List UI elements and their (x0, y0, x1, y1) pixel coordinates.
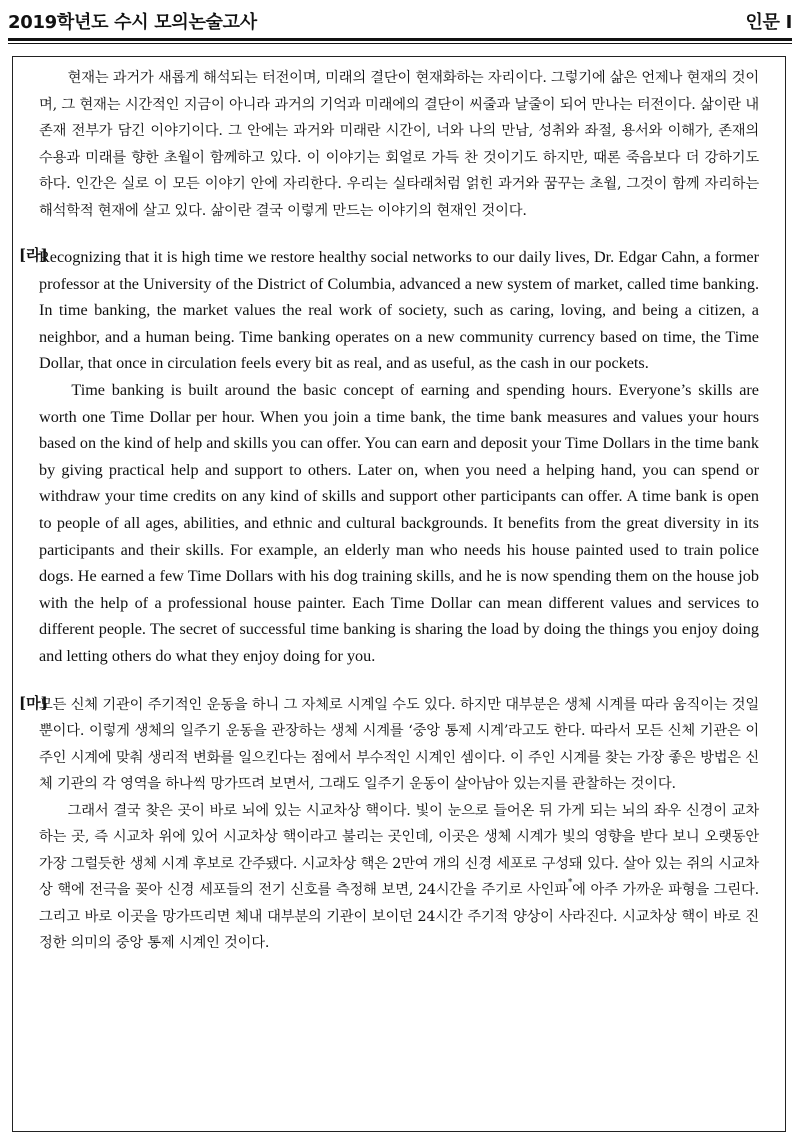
passage-ra-marker: [라] (19, 246, 48, 264)
header-rule-thick (8, 38, 792, 41)
passage-ra-paragraph-1: Recognizing that it is high time we restore healthy social networks to our daily lives, Dr. Edgar Cahn, a former professor at the University of the District of Columbia, advanced a new system of market, called time banking. In time banking, the market values the real work of society, such as caring, loving, and being a citizen, a neighbor, and a human being. Time banking operates on a new community currency based on time, the Time Dollar, that once in circulation feels every bit as real, and as useful, as the cash in our pockets. (39, 248, 759, 373)
passage-ma-paragraph-2-part-a: 그래서 결국 찾은 곳이 바로 뇌에 있는 시교차상 핵이다. 빛이 눈으로 들어온 뒤 가게 되는 뇌의 좌우 신경이 교차하는 곳, 즉 시교차 위에 있어 시교차상 핵이라고 불리는 곳인데, 이곳은 생체 시계가 빛의 영향을 받다 보니 오랫동안 가장 그럴듯한 생체 시계 후보로 간주됐다. 시교차상 핵은 2만여 개의 신경 세포로 구성돼 있다. 살아 있는 쥐의 시교차상 핵에 전극을 꽂아 신경 세포들의 전기 신호를 측정해 보면, 24시간을 주기로 사인파 (39, 802, 759, 898)
passage-ma-paragraph-2-part-b: 에 아주 가까운 파형을 그린다. 그리고 바로 이곳을 망가뜨리면 체내 대부분의 기관이 보이던 24시간 주기적 양상이 사라진다. 시교차상 핵이 바로 진정한 의미의 중앙 통제 시계인 것이다. (39, 882, 759, 951)
exam-subject: 인문 I (745, 12, 792, 33)
exam-title: 2019학년도 수시 모의논술고사 (8, 12, 257, 33)
passage-ma-paragraph-1: 모든 신체 기관이 주기적인 운동을 하니 그 자체로 시계일 수도 있다. 하지만 대부분은 생체 시계를 따라 움직이는 것일 뿐이다. 이렇게 생체의 일주기 운동을 관장하는 생체 시계를 ‘중앙 통제 시계’라고도 한다. 따라서 모든 신체 기관은 이 주인 시계에 맞춰 생리적 변화를 일으킨다는 점에서 부수적인 시계인 셈이다. 이 주인 시계를 찾는 가장 좋은 방법은 신체 기관의 각 영역을 하나씩 망가뜨려 보면서, 그래도 일주기 운동이 살아남아 있는지를 관찰하는 것이다. (39, 696, 759, 792)
passage-ra-paragraph-2: Time banking is built around the basic concept of earning and spending hours. Everyone’s skills are worth one Time Dollar per hour. When you join a time bank, the time bank measures and values your hours based on the kind of help and skills you can offer. You can earn and deposit your Time Dollars in the time bank by giving practical help and support to others. Later on, when you need a helping hand, you can spend or withdraw your time credits on any kind of skills and support other participants can offer. A time bank is open to people of all ages, abilities, and ethnic and cultural backgrounds. It benefits from the great diversity in its participants and their skills. For example, an elderly man who needs his house painted used to train police dogs. He earned a few Time Dollars with his dog training skills, and he is now spending them on the house job with the help of a professional house painter. Each Time Dollar can mean different values and services to different people. The secret of successful time banking is sharing the load by doing the things you enjoy doing and letting others do what they enjoy doing for you. (39, 380, 759, 665)
passage-ra (19, 244, 759, 670)
exam-header (8, 6, 792, 36)
footnote-mark: * (567, 878, 573, 888)
passage-box (12, 56, 786, 1132)
passage-ma-paragraph-2 (39, 798, 759, 957)
passage-da-text: 현재는 과거가 새롭게 해석되는 터전이며, 미래의 결단이 현재화하는 자리이다. 그렇기에 삶은 언제나 현재의 것이며, 그 현재는 시간적인 지금이 아니라 과거의 기억과 미래에의 결단이 씨줄과 날줄이 되어 만나는 터전이다. 삶이란 내 존재 전부가 담긴 이야기이다. 그 안에는 과거와 미래란 시간이, 너와 나의 만남, 성취와 좌절, 용서와 이해가, 존재의 수용과 미래를 향한 초월이 함께하고 있다. 이 이야기는 회얼로 가득 찬 것이기도 하지만, 때론 죽음보다 더 강하기도 하다. 인간은 실로 이 모든 이야기 안에 자리한다. 우리는 실타래처럼 얽힌 과거와 꿈꾸는 초월, 그것이 함께 자리하는 해석학적 현재에 살고 있다. 삶이란 결국 이렇게 만드는 이야기의 현재인 것이다. (39, 70, 759, 219)
passage-ma-marker: [마] (19, 693, 48, 712)
passage-ma (19, 692, 759, 957)
header-rule-thin (8, 43, 792, 44)
